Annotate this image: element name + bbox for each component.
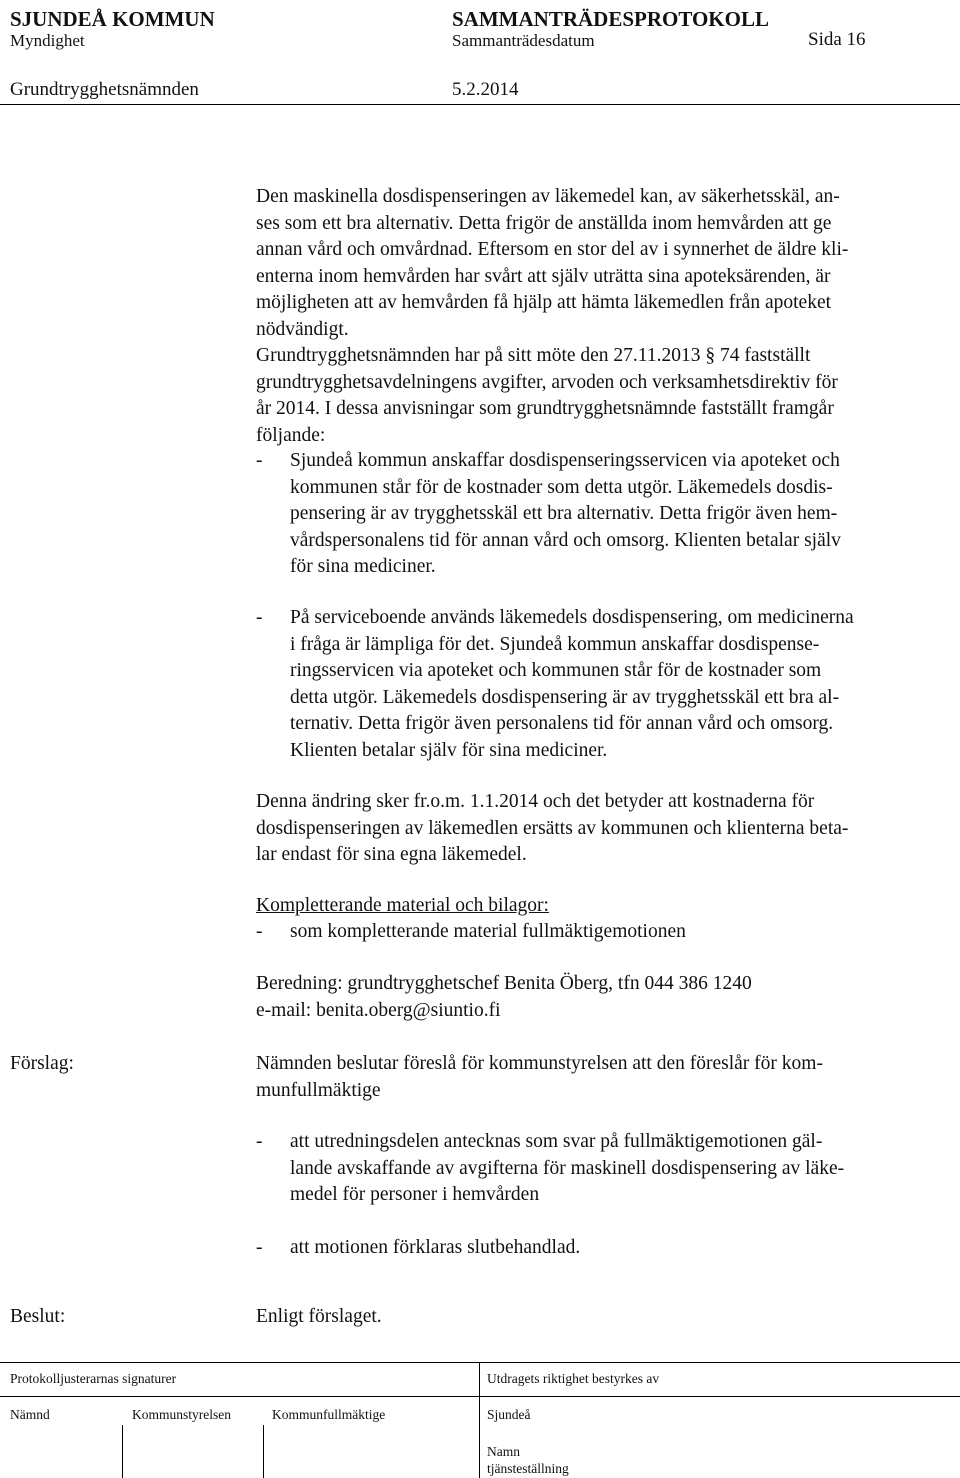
certifier-municipality: Sjundeå bbox=[487, 1407, 531, 1422]
bullet-item bbox=[256, 448, 946, 581]
proposal-item bbox=[256, 1129, 946, 1209]
signatures-label: Protokolljusterarnas signaturer bbox=[10, 1371, 177, 1386]
text-line: Nämnden beslutar föreslå för kommunstyrelsen att den föreslår för kom- bbox=[256, 1053, 823, 1074]
signature-column-namnd: Nämnd bbox=[10, 1407, 50, 1422]
text-line: enterna inom hemvården har svårt att själv uträtta sina apoteksärenden, är bbox=[256, 265, 831, 287]
text-line: På serviceboende används läkemedels dosdispensering, om medicinerna bbox=[290, 607, 854, 628]
text-line: Sjundeå kommun anskaffar dosdispenseringsservicen via apoteket och bbox=[290, 450, 840, 471]
bullet-dash: - bbox=[256, 921, 263, 942]
email-line: e-mail: benita.oberg@siuntio.fi bbox=[256, 999, 501, 1021]
signature-box-divider bbox=[122, 1425, 123, 1478]
text-line: detta utgör. Läkemedels dosdispensering är av trygghetsskäl ett bra al- bbox=[290, 686, 840, 708]
footer-column-divider bbox=[479, 1362, 480, 1478]
text-line: Klienten betalar själv för sina mediciner. bbox=[290, 739, 608, 761]
text-line: pensering är av trygghetsskäl ett bra alternativ. Detta frigör även hem- bbox=[290, 503, 838, 524]
certifier-name-label: Namn bbox=[487, 1444, 520, 1459]
bullet-dash: - bbox=[256, 450, 263, 471]
text-line: Den maskinella dosdispenseringen av läkemedel kan, av säkerhetsskäl, an- bbox=[256, 186, 840, 207]
material-heading: Kompletterande material och bilagor: bbox=[256, 895, 549, 916]
meeting-date-label: Sammanträdesdatum bbox=[452, 31, 595, 50]
authority-name: Grundtrygghetsnämnden bbox=[10, 79, 199, 100]
text-line: dosdispenseringen av läkemedlen ersätts av kommunen och klienterna beta- bbox=[256, 817, 849, 839]
text-line: för sina mediciner. bbox=[290, 556, 436, 577]
signature-column-kommunstyrelsen: Kommunstyrelsen bbox=[132, 1407, 231, 1422]
header-divider bbox=[0, 104, 960, 105]
proposal-intro bbox=[256, 1051, 823, 1104]
preparation-info bbox=[256, 971, 752, 1024]
bullet-dash: - bbox=[256, 1237, 263, 1258]
text-line: år 2014. I dessa anvisningar som grundtrygghetsnämnde fastställt framgår bbox=[256, 398, 834, 419]
bullet-dash: - bbox=[256, 607, 263, 628]
certifier-position-label: tjänsteställning bbox=[487, 1461, 569, 1476]
text-line: kommunen står för de kostnader som detta utgör. Läkemedels dosdis- bbox=[290, 476, 833, 498]
bullet-item bbox=[256, 605, 946, 764]
document-type: SAMMANTRÄDESPROTOKOLL bbox=[452, 7, 769, 31]
material-item bbox=[256, 919, 946, 946]
text-line: annan vård och omvårdnad. Eftersom en stor del av i synnerhet de äldre kli- bbox=[256, 239, 849, 260]
municipality-name: SJUNDEÅ KOMMUN bbox=[10, 7, 215, 31]
text-line: som kompletterande material fullmäktigemotionen bbox=[290, 921, 686, 942]
page-number: Sida 16 bbox=[808, 29, 866, 50]
footer-middle-rule bbox=[0, 1396, 960, 1397]
extract-certified-label: Utdragets riktighet bestyrkes av bbox=[487, 1371, 660, 1386]
text-line: munfullmäktige bbox=[256, 1079, 381, 1101]
decision-text: Enligt förslaget. bbox=[256, 1306, 382, 1327]
text-line: lande avskaffande av avgifterna för maskinell dosdispensering av läke- bbox=[290, 1157, 845, 1179]
text-line: medel för personer i hemvården bbox=[290, 1184, 540, 1205]
proposal-item bbox=[256, 1235, 946, 1262]
text-line: ses som ett bra alternativ. Detta frigör de anställda inom hemvården att ge bbox=[256, 212, 832, 234]
proposal-label: Förslag: bbox=[10, 1053, 74, 1074]
text-line: nödvändigt. bbox=[256, 318, 349, 340]
text-line: ringsservicen via apoteket och kommunen står för de kostnader som bbox=[290, 660, 822, 681]
authority-label: Myndighet bbox=[10, 31, 85, 50]
decision-label: Beslut: bbox=[10, 1306, 66, 1327]
text-line: i fråga är lämpliga för det. Sjundeå kommun anskaffar dosdispense- bbox=[290, 633, 820, 655]
signature-column-kommunfullmaktige: Kommunfullmäktige bbox=[272, 1407, 386, 1422]
change-paragraph bbox=[256, 789, 848, 869]
text-line: att utredningsdelen antecknas som svar på fullmäktigemotionen gäl- bbox=[290, 1131, 823, 1152]
intro-paragraph bbox=[256, 184, 848, 449]
preparer-line: Beredning: grundtrygghetschef Benita Öberg, tfn 044 386 1240 bbox=[256, 973, 752, 994]
text-line: Grundtrygghetsnämnden har på sitt möte den 27.11.2013 § 74 fastställt bbox=[256, 345, 811, 366]
footer-top-rule bbox=[0, 1362, 960, 1363]
text-line: lar endast för sina egna läkemedel. bbox=[256, 844, 527, 865]
signature-box-divider bbox=[263, 1425, 264, 1478]
text-line: grundtrygghetsavdelningens avgifter, arvoden och verksamhetsdirektiv för bbox=[256, 371, 838, 393]
meeting-date: 5.2.2014 bbox=[452, 79, 519, 100]
text-line: möjligheten att av hemvården få hjälp att hämta läkemedlen från apoteket bbox=[256, 292, 832, 313]
text-line: vårdspersonalens tid för annan vård och omsorg. Klienten betalar själv bbox=[290, 529, 841, 551]
text-line: ternativ. Detta frigör även personalens tid för annan vård och omsorg. bbox=[290, 713, 834, 734]
bullet-dash: - bbox=[256, 1131, 263, 1152]
text-line: Denna ändring sker fr.o.m. 1.1.2014 och det betyder att kostnaderna för bbox=[256, 791, 815, 812]
text-line: följande: bbox=[256, 424, 326, 446]
text-line: att motionen förklaras slutbehandlad. bbox=[290, 1237, 581, 1258]
